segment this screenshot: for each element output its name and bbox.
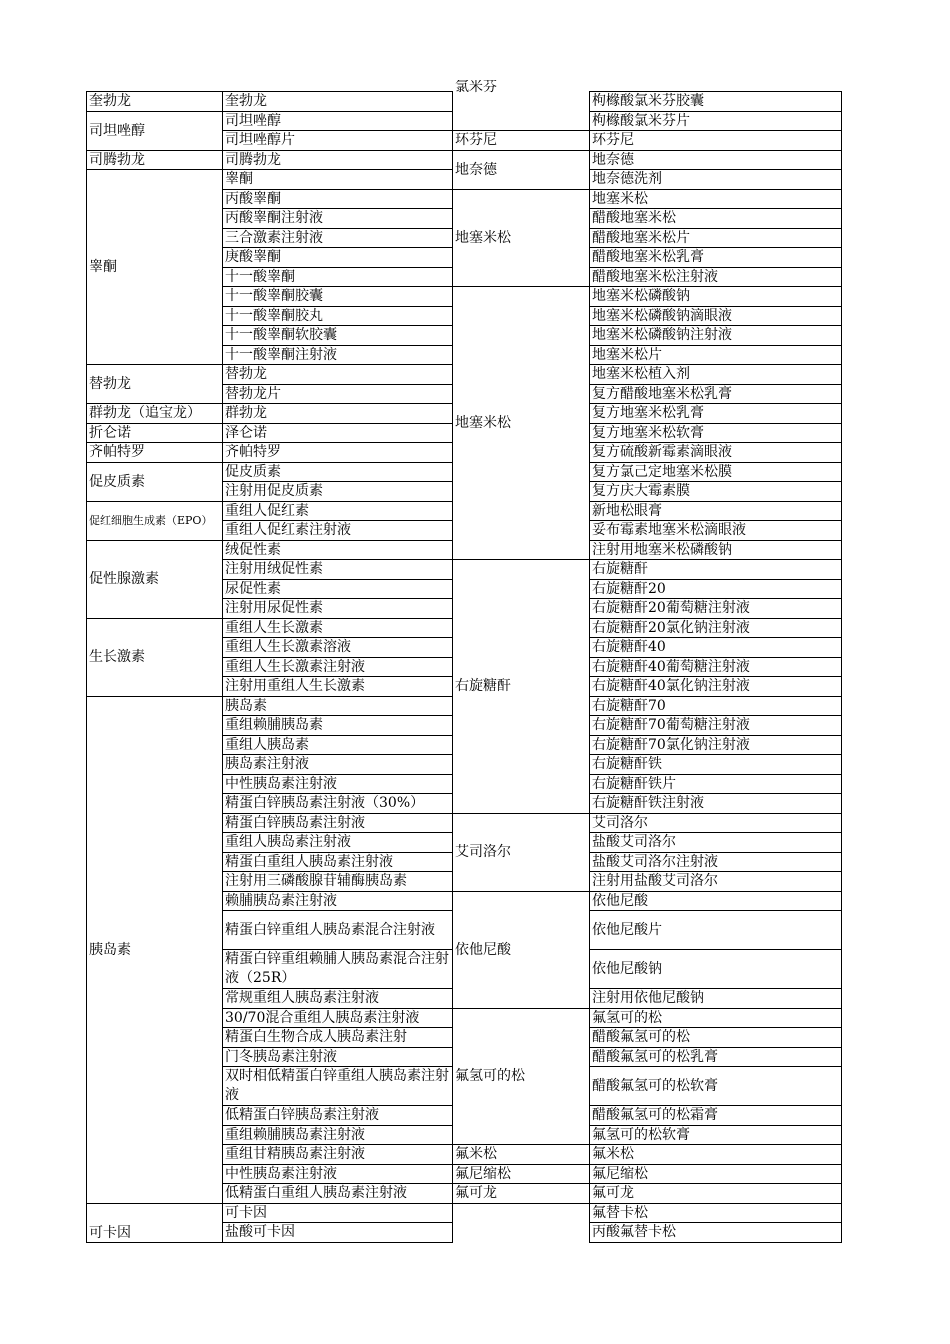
product-cell: 替勃龙片 xyxy=(223,384,453,404)
product-cell: 注射用三磷酸腺苷辅酶胰岛素 xyxy=(223,872,453,892)
product-cell: 盐酸艾司洛尔 xyxy=(590,833,842,853)
product-cell: 醋酸氟氢可的松 xyxy=(590,1028,842,1048)
product-cell: 地塞米松磷酸钠注射液 xyxy=(590,326,842,346)
product-cell: 低精蛋白锌胰岛素注射液 xyxy=(223,1106,453,1126)
group-cell: 氟米松 xyxy=(453,1145,590,1165)
product-cell: 地塞米松磷酸钠 xyxy=(590,287,842,307)
table-row xyxy=(453,131,842,151)
product-cell: 重组人生长激素 xyxy=(223,618,453,638)
product-cell: 右旋糖酐铁注射液 xyxy=(590,794,842,814)
product-cell: 齐帕特罗 xyxy=(223,443,453,463)
product-cell: 复方氯己定地塞米松膜 xyxy=(590,462,842,482)
product-cell: 泽仑诺 xyxy=(223,423,453,443)
product-cell: 盐酸可卡因 xyxy=(223,1223,453,1243)
product-cell: 醋酸地塞米松 xyxy=(590,209,842,229)
product-cell: 妥布霉素地塞米松滴眼液 xyxy=(590,521,842,541)
product-cell: 重组人胰岛素 xyxy=(223,735,453,755)
table-row xyxy=(453,1008,842,1028)
product-cell: 十一酸睾酮注射液 xyxy=(223,345,453,365)
product-cell: 依他尼酸片 xyxy=(590,911,842,950)
product-cell: 绒促性素 xyxy=(223,540,453,560)
product-cell: 依他尼酸钠 xyxy=(590,950,842,989)
product-cell: 枸橼酸氯米芬胶囊 xyxy=(590,92,842,112)
product-cell: 赖脯胰岛素注射液 xyxy=(223,891,453,911)
product-cell: 依他尼酸 xyxy=(590,891,842,911)
group-cell: 群勃龙（追宝龙） xyxy=(87,404,223,424)
table-row xyxy=(453,1203,842,1223)
group-cell: 折仑诺 xyxy=(87,423,223,443)
group-cell: 司坦唑醇 xyxy=(87,111,223,150)
group-cell: 睾酮 xyxy=(87,170,223,365)
product-cell: 重组人胰岛素注射液 xyxy=(223,833,453,853)
product-cell: 右旋糖酐铁片 xyxy=(590,774,842,794)
table-row xyxy=(87,150,453,170)
product-cell: 三合激素注射液 xyxy=(223,228,453,248)
group-cell: 右旋糖酐 xyxy=(453,560,590,814)
product-cell: 重组甘精胰岛素注射液 xyxy=(223,1145,453,1165)
product-cell: 醋酸地塞米松注射液 xyxy=(590,267,842,287)
group-cell: 促性腺激素 xyxy=(87,540,223,618)
product-cell: 精蛋白锌胰岛素注射液（30%） xyxy=(223,794,453,814)
product-cell: 胰岛素 xyxy=(223,696,453,716)
product-cell: 醋酸地塞米松片 xyxy=(590,228,842,248)
table-row xyxy=(453,1164,842,1184)
group-cell: 氟尼缩松 xyxy=(453,1164,590,1184)
product-cell: 复方地塞米松软膏 xyxy=(590,423,842,443)
product-cell: 奎勃龙 xyxy=(223,92,453,112)
group-cell: 氟可龙 xyxy=(453,1184,590,1204)
product-cell: 注射用尿促性素 xyxy=(223,599,453,619)
group-cell: 司腾勃龙 xyxy=(87,150,223,170)
group-cell: 氟氢可的松 xyxy=(453,1008,590,1145)
product-cell: 地塞米松 xyxy=(590,189,842,209)
product-cell: 促皮质素 xyxy=(223,462,453,482)
group-cell: 促皮质素 xyxy=(87,462,223,501)
product-cell: 氟氢可的松软膏 xyxy=(590,1125,842,1145)
table-row xyxy=(87,92,453,112)
table-row xyxy=(453,1184,842,1204)
table-row xyxy=(453,92,842,112)
cut-off-header-fragment: 氯米芬 xyxy=(455,80,497,93)
group-cell: 环芬尼 xyxy=(453,131,590,151)
table-row xyxy=(87,365,453,385)
product-cell: 精蛋白重组人胰岛素注射液 xyxy=(223,852,453,872)
table-row xyxy=(87,423,453,443)
product-cell: 注射用依他尼酸钠 xyxy=(590,989,842,1009)
product-cell: 醋酸氟氢可的松软膏 xyxy=(590,1067,842,1106)
product-cell: 常规重组人胰岛素注射液 xyxy=(223,989,453,1009)
product-cell: 氟米松 xyxy=(590,1145,842,1165)
product-cell: 复方庆大霉素膜 xyxy=(590,482,842,502)
product-cell: 十一酸睾酮 xyxy=(223,267,453,287)
product-cell: 醋酸地塞米松乳膏 xyxy=(590,248,842,268)
product-cell: 氟尼缩松 xyxy=(590,1164,842,1184)
product-cell: 地塞米松片 xyxy=(590,345,842,365)
table-row xyxy=(87,540,453,560)
product-cell: 氟替卡松 xyxy=(590,1203,842,1223)
group-cell xyxy=(453,1203,590,1242)
table-row xyxy=(453,150,842,170)
group-cell: 艾司洛尔 xyxy=(453,813,590,891)
product-cell: 新地松眼膏 xyxy=(590,501,842,521)
table-row xyxy=(453,189,842,209)
product-cell: 替勃龙 xyxy=(223,365,453,385)
product-cell: 盐酸艾司洛尔注射液 xyxy=(590,852,842,872)
product-cell: 注射用促皮质素 xyxy=(223,482,453,502)
group-cell: 地塞米松 xyxy=(453,189,590,287)
product-cell: 中性胰岛素注射液 xyxy=(223,1164,453,1184)
product-cell: 注射用盐酸艾司洛尔 xyxy=(590,872,842,892)
product-cell: 司坦唑醇 xyxy=(223,111,453,131)
product-cell: 艾司洛尔 xyxy=(590,813,842,833)
table-row xyxy=(453,1145,842,1165)
product-cell: 精蛋白锌胰岛素注射液 xyxy=(223,813,453,833)
product-cell: 复方醋酸地塞米松乳膏 xyxy=(590,384,842,404)
product-cell: 尿促性素 xyxy=(223,579,453,599)
group-cell: 地塞米松 xyxy=(453,287,590,560)
table-row xyxy=(87,462,453,482)
product-cell: 地塞米松植入剂 xyxy=(590,365,842,385)
product-cell: 右旋糖酐40氯化钠注射液 xyxy=(590,677,842,697)
table-row xyxy=(453,560,842,580)
product-cell: 醋酸氟氢可的松乳膏 xyxy=(590,1047,842,1067)
product-cell: 丙酸睾酮注射液 xyxy=(223,209,453,229)
product-cell: 环芬尼 xyxy=(590,131,842,151)
product-cell: 右旋糖酐40 xyxy=(590,638,842,658)
product-cell: 胰岛素注射液 xyxy=(223,755,453,775)
product-cell: 右旋糖酐20 xyxy=(590,579,842,599)
product-cell: 重组人促红素注射液 xyxy=(223,521,453,541)
product-cell: 精蛋白锌重组人胰岛素混合注射液 xyxy=(223,911,453,950)
table-row xyxy=(453,891,842,911)
group-cell: 齐帕特罗 xyxy=(87,443,223,463)
product-cell: 右旋糖酐20葡萄糖注射液 xyxy=(590,599,842,619)
table-row xyxy=(87,1203,453,1223)
table-row xyxy=(87,696,453,716)
table-row xyxy=(453,813,842,833)
product-cell: 门冬胰岛素注射液 xyxy=(223,1047,453,1067)
product-cell: 氟氢可的松 xyxy=(590,1008,842,1028)
product-cell: 注射用绒促性素 xyxy=(223,560,453,580)
group-cell: 替勃龙 xyxy=(87,365,223,404)
product-cell: 精蛋白生物合成人胰岛素注射 xyxy=(223,1028,453,1048)
product-cell: 重组人促红素 xyxy=(223,501,453,521)
product-cell: 右旋糖酐70氯化钠注射液 xyxy=(590,735,842,755)
group-cell: 依他尼酸 xyxy=(453,891,590,1008)
product-cell: 右旋糖酐70葡萄糖注射液 xyxy=(590,716,842,736)
product-cell: 十一酸睾酮胶囊 xyxy=(223,287,453,307)
product-cell: 右旋糖酐铁 xyxy=(590,755,842,775)
product-cell: 地塞米松磷酸钠滴眼液 xyxy=(590,306,842,326)
product-cell: 右旋糖酐70 xyxy=(590,696,842,716)
product-cell: 群勃龙 xyxy=(223,404,453,424)
table-row xyxy=(87,404,453,424)
product-cell: 右旋糖酐 xyxy=(590,560,842,580)
product-cell: 氟可龙 xyxy=(590,1184,842,1204)
group-cell: 生长激素 xyxy=(87,618,223,696)
product-cell: 复方硫酸新霉素滴眼液 xyxy=(590,443,842,463)
table-row xyxy=(453,287,842,307)
product-cell: 中性胰岛素注射液 xyxy=(223,774,453,794)
product-cell: 30/70混合重组人胰岛素注射液 xyxy=(223,1008,453,1028)
product-cell: 重组人生长激素注射液 xyxy=(223,657,453,677)
product-cell: 十一酸睾酮软胶囊 xyxy=(223,326,453,346)
left-drug-table xyxy=(86,91,453,1243)
product-cell: 庚酸睾酮 xyxy=(223,248,453,268)
product-cell: 醋酸氟氢可的松霜膏 xyxy=(590,1106,842,1126)
product-cell: 低精蛋白重组人胰岛素注射液 xyxy=(223,1184,453,1204)
product-cell: 可卡因 xyxy=(223,1203,453,1223)
group-cell: 奎勃龙 xyxy=(87,92,223,112)
product-cell: 十一酸睾酮胶丸 xyxy=(223,306,453,326)
product-cell: 丙酸氟替卡松 xyxy=(590,1223,842,1243)
group-cell xyxy=(453,92,590,131)
table-row xyxy=(87,618,453,638)
table-row xyxy=(87,443,453,463)
right-drug-table xyxy=(452,91,842,1243)
product-cell: 地奈德洗剂 xyxy=(590,170,842,190)
product-cell: 注射用地塞米松磷酸钠 xyxy=(590,540,842,560)
table-row xyxy=(87,111,453,131)
product-cell: 双时相低精蛋白锌重组人胰岛素注射液 xyxy=(223,1067,453,1106)
product-cell: 复方地塞米松乳膏 xyxy=(590,404,842,424)
product-cell: 睾酮 xyxy=(223,170,453,190)
product-cell: 司腾勃龙 xyxy=(223,150,453,170)
product-cell: 司坦唑醇片 xyxy=(223,131,453,151)
product-cell: 注射用重组人生长激素 xyxy=(223,677,453,697)
product-cell: 重组赖脯胰岛素 xyxy=(223,716,453,736)
product-cell: 重组人生长激素溶液 xyxy=(223,638,453,658)
group-cell: 可卡因 xyxy=(87,1203,223,1242)
product-cell: 右旋糖酐20氯化钠注射液 xyxy=(590,618,842,638)
table-row xyxy=(87,170,453,190)
group-cell: 胰岛素 xyxy=(87,696,223,1203)
product-cell: 精蛋白锌重组赖脯人胰岛素混合注射液（25R） xyxy=(223,950,453,989)
group-cell: 地奈德 xyxy=(453,150,590,189)
table-row xyxy=(87,501,453,521)
product-cell: 丙酸睾酮 xyxy=(223,189,453,209)
product-cell: 地奈德 xyxy=(590,150,842,170)
product-cell: 枸橼酸氯米芬片 xyxy=(590,111,842,131)
product-cell: 右旋糖酐40葡萄糖注射液 xyxy=(590,657,842,677)
group-cell: 促红细胞生成素（EPO） xyxy=(87,501,223,540)
product-cell: 重组赖脯胰岛素注射液 xyxy=(223,1125,453,1145)
